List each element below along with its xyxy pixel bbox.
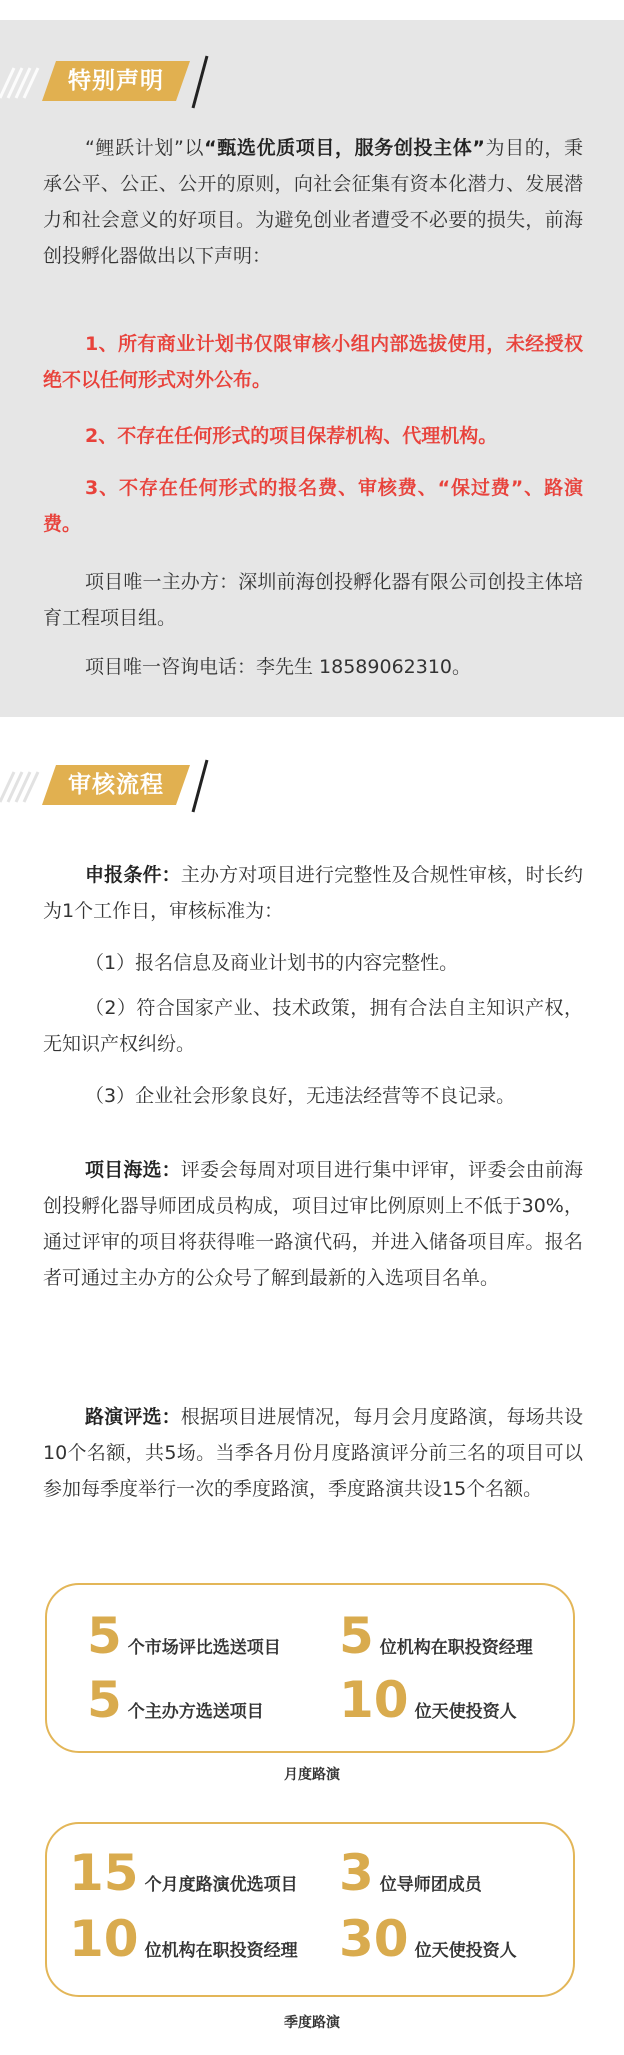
stat-label: 位天使投资人 xyxy=(414,1941,517,1961)
notice-item-2: 2、不存在任何形式的项目保荐机构、代理机构。 xyxy=(85,425,498,447)
stat-number: 30 xyxy=(339,1910,409,1968)
quarterly-stat-1 xyxy=(69,1844,298,1902)
stat-number: 15 xyxy=(69,1844,139,1902)
quarterly-stat-3 xyxy=(69,1910,298,1968)
criteria-item-2: （2）符合国家产业、技术政策，拥有合法自主知识产权，无知识产权纠纷。 xyxy=(43,997,583,1055)
stat-label: 位天使投资人 xyxy=(414,1702,517,1722)
criteria-item-1: （1）报名信息及商业计划书的内容完整性。 xyxy=(85,952,459,974)
selection-text: 评委会每周对项目进行集中评审，评委会由前海创投孵化器导师团成员构成，项目过审比例原则上不低于30%，通过评审的项目将获得唯一路演代码，并进入储备项目库。报名者可通过主办方的公众号了解到最新的入选项目名单。 xyxy=(43,1159,583,1289)
quarterly-stat-4 xyxy=(339,1910,517,1968)
monthly-stat-4 xyxy=(339,1671,517,1729)
stat-number: 5 xyxy=(339,1607,374,1665)
monthly-stats-box xyxy=(45,1583,575,1753)
slash-accent-icon xyxy=(190,52,210,112)
notice-intro xyxy=(43,130,583,274)
notice-organizer: 项目唯一主办方：深圳前海创投孵化器有限公司创投主体培育工程项目组。 xyxy=(43,571,583,629)
stat-number: 5 xyxy=(87,1607,122,1665)
notice-item-1: 1、所有商业计划书仅限审核小组内部选拔使用，未经授权绝不以任何形式对外公布。 xyxy=(43,333,583,391)
selection-label: 项目海选： xyxy=(85,1159,181,1181)
roadshow-label: 路演评选： xyxy=(85,1406,181,1428)
monthly-stat-3 xyxy=(87,1671,264,1729)
intro-suffix: 为目的，秉承公平、公正、公开的原则，向社会征集有资本化潜力、发展潜力和社会意义的好项目。为避免创业者遭受不必要的损失，前海创投孵化器做出以下声明： xyxy=(43,137,583,267)
intro-slogan: “甄选优质项目，服务创投主体” xyxy=(204,137,485,159)
stat-number: 3 xyxy=(339,1844,374,1902)
stat-label: 个市场评比选送项目 xyxy=(127,1638,281,1658)
slash-accent-icon xyxy=(190,756,210,816)
monthly-stat-1 xyxy=(87,1607,281,1665)
notice-heading xyxy=(0,46,230,116)
stat-label: 位导师团成员 xyxy=(379,1875,482,1895)
stat-number: 10 xyxy=(69,1910,139,1968)
monthly-stat-2 xyxy=(339,1607,533,1665)
notice-title: 特别声明 xyxy=(68,68,164,94)
stat-number: 10 xyxy=(339,1671,409,1729)
intro-prefix: “鲤跃计划”以 xyxy=(85,137,205,159)
review-heading xyxy=(0,750,230,820)
monthly-caption: 月度路演 xyxy=(284,1767,340,1783)
roadshow-text: 根据项目进展情况，每月会月度路演，每场共设10个名额，共5场。当季各月份月度路演评分前三名的项目可以参加每季度举行一次的季度路演，季度路演共设15个名额。 xyxy=(43,1406,583,1500)
application-text: 主办方对项目进行完整性及合规性审核，时长约为1个工作日，审核标准为： xyxy=(43,864,583,922)
application-label: 申报条件： xyxy=(85,864,181,886)
quarterly-stats-box xyxy=(45,1822,575,1997)
stat-label: 位机构在职投资经理 xyxy=(379,1638,533,1658)
stat-number: 5 xyxy=(87,1671,122,1729)
notice-panel xyxy=(0,20,624,717)
notice-item-3: 3、不存在任何形式的报名费、审核费、“保过费”、路演费。 xyxy=(43,477,583,535)
quarterly-caption: 季度路演 xyxy=(284,2015,340,2031)
review-title: 审核流程 xyxy=(68,772,164,798)
quarterly-stat-2 xyxy=(339,1844,482,1902)
stat-label: 个主办方选送项目 xyxy=(127,1702,264,1722)
notice-contact: 项目唯一咨询电话：李先生 18589062310。 xyxy=(85,656,472,678)
selection-paragraph xyxy=(43,1152,583,1296)
application-paragraph xyxy=(43,857,583,929)
stat-label: 位机构在职投资经理 xyxy=(144,1941,298,1961)
criteria-item-3: （3）企业社会形象良好，无违法经营等不良记录。 xyxy=(85,1085,516,1107)
roadshow-paragraph xyxy=(43,1399,583,1507)
stat-label: 个月度路演优选项目 xyxy=(144,1875,298,1895)
